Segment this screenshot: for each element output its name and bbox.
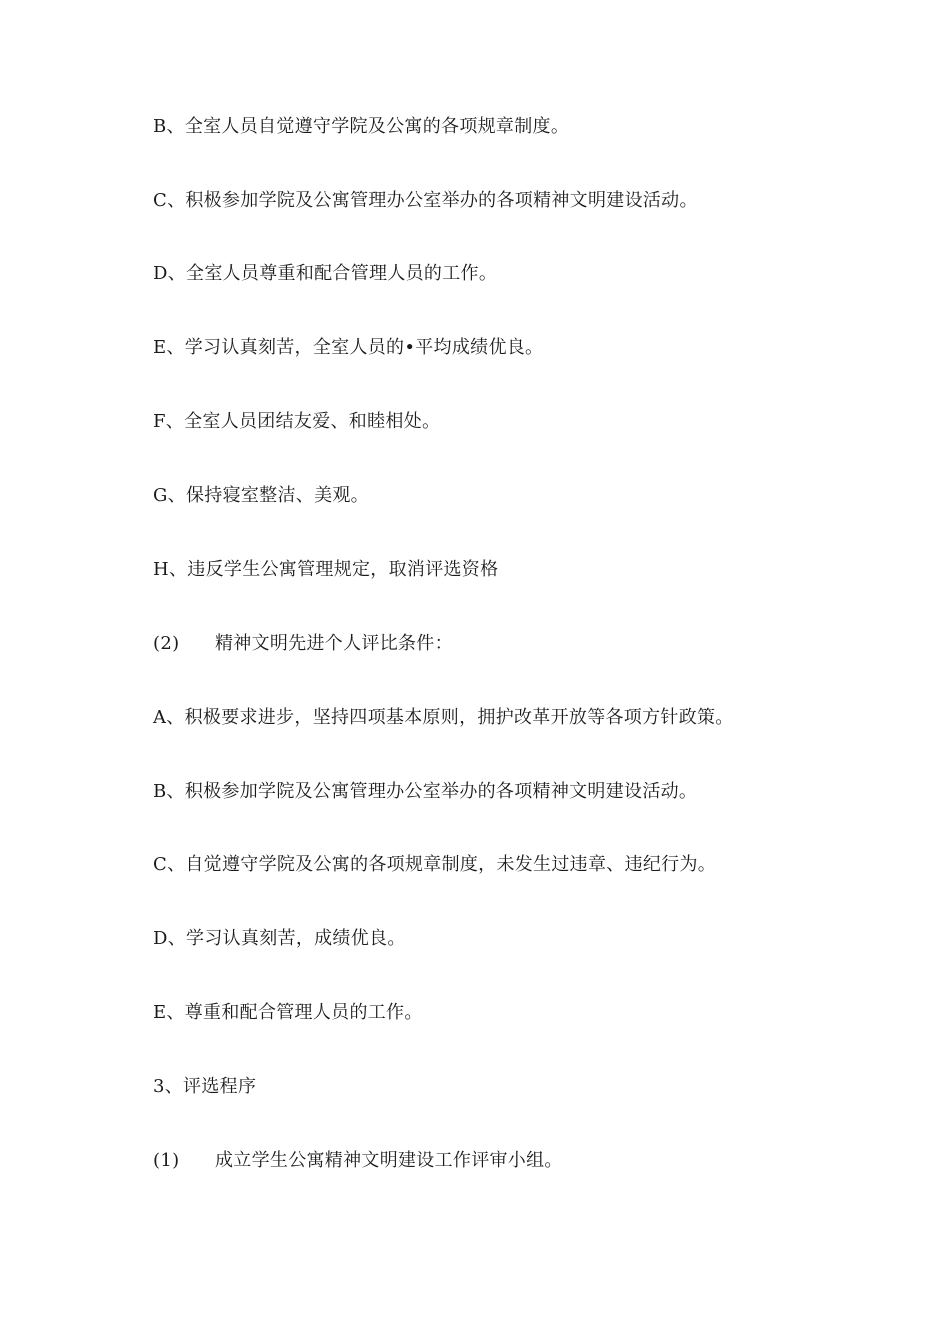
paragraph-line (153, 927, 406, 951)
item-number: (2) (153, 633, 180, 654)
paragraph-line (153, 484, 369, 508)
section-heading (153, 1075, 256, 1099)
line-text: H、违反学生公寓管理规定，取消评选资格 (153, 559, 499, 580)
numbered-heading (153, 632, 453, 656)
line-text: 精神文明先进个人评比条件： (215, 633, 453, 654)
line-text: D、全室人员尊重和配合管理人员的工作。 (153, 263, 498, 284)
line-text: A、积极要求进步，坚持四项基本原则，拥护改革开放等各项方针政策。 (153, 707, 734, 728)
line-text: D、学习认真刻苦，成绩优良。 (153, 928, 406, 949)
paragraph-line (153, 189, 698, 213)
paragraph-line (153, 558, 498, 582)
line-text: B、全室人员自觉遵守学院及公寓的各项规章制度。 (153, 116, 570, 137)
paragraph-line (153, 115, 569, 139)
line-text: F、全室人员团结友爱、和睦相处。 (153, 411, 441, 432)
paragraph-line (153, 853, 716, 877)
paragraph-line (153, 410, 440, 434)
line-text: E、学习认真刻苦，全室人员的•平均成绩优良。 (153, 337, 544, 358)
paragraph-line (153, 336, 543, 360)
item-number: (1) (153, 1150, 180, 1171)
paragraph-line (153, 1001, 423, 1025)
paragraph-line (153, 780, 697, 804)
paragraph-line (153, 262, 497, 286)
line-text: E、尊重和配合管理人员的工作。 (153, 1002, 423, 1023)
line-text: C、自觉遵守学院及公寓的各项规章制度，未发生过违章、违纪行为。 (153, 854, 717, 875)
line-text: 3、评选程序 (153, 1076, 257, 1097)
line-text: 成立学生公寓精神文明建设工作评审小组。 (215, 1150, 563, 1171)
line-text: C、积极参加学院及公寓管理办公室举办的各项精神文明建设活动。 (153, 190, 698, 211)
numbered-heading (153, 1149, 563, 1173)
line-text: G、保持寝室整洁、美观。 (153, 485, 369, 506)
line-text: B、积极参加学院及公寓管理办公室举办的各项精神文明建设活动。 (153, 781, 698, 802)
paragraph-line (153, 706, 734, 730)
